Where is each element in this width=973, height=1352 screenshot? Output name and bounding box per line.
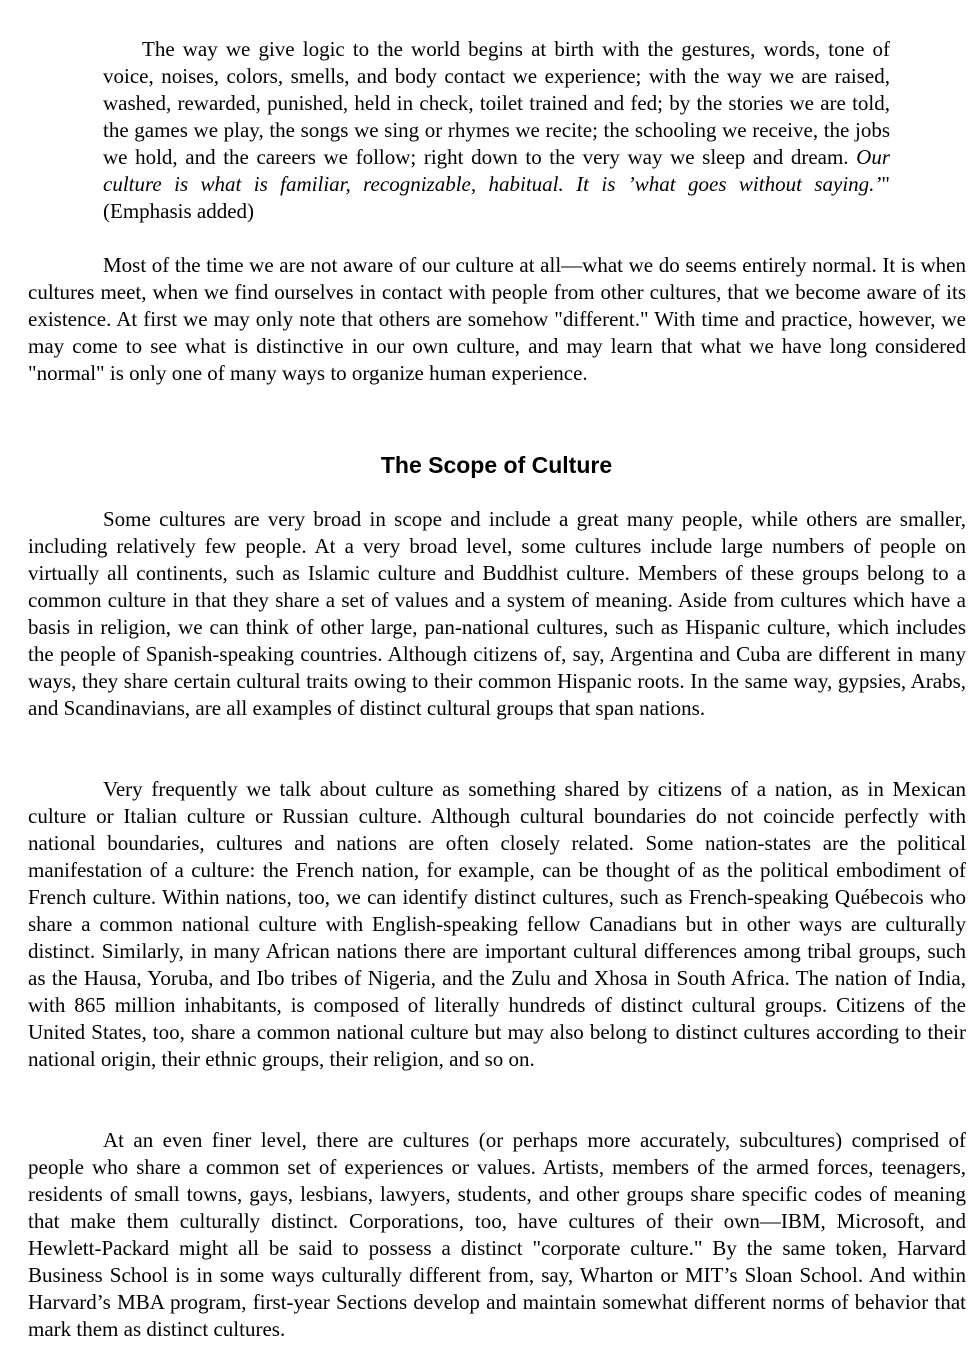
paragraph-broad-cultures: Some cultures are very broad in scope and include a great many people, while others are smaller, including relatively few people. At a very broad level, some cultures include large numbers of people on virtually all continents, such as Islamic culture and Buddhist culture. Members of these groups belong to a common culture in that they share a set of values and a system of meaning. Aside from cultures which have a basis in religion, we can think of other large, pan-national cultures, such as Hispanic culture, which includes the people of Spanish-speaking countries. Although citizens of, say, Argentina and Cuba are different in many ways, they share certain cultural traits owing to their common Hispanic roots. In the same way, gypsies, Arabs, and Scandinavians, are all examples of distinct cultural groups that span nations. <box>28 507 966 720</box>
quote-text: The way we give logic to the world begins at birth with the gestures, words, tone of voice, noises, colors, smells, and body contact we experience; with the way we are raised, washed, rewarded, punished, held in check, toilet trained and fed; by the stories we are told, the games we play, the songs we sing or rhymes we recite; the schooling we receive, the jobs we hold, and the careers we follow; right down to the very way we sleep and dream. <box>103 37 890 169</box>
block-quote <box>103 36 890 225</box>
quote-closing-text: " (Emphasis added) <box>103 172 890 223</box>
paragraph-subcultures: At an even finer level, there are cultures (or perhaps more accurately, subcultures) comprised of people who share a common set of experiences or values. Artists, members of the armed forces, teenagers, residents of small towns, gays, lesbians, lawyers, students, and other groups share specific codes of meaning that make them culturally distinct. Corporations, too, have cultures of their own—IBM, Microsoft, and Hewlett-Packard might all be said to possess a distinct "corporate culture." By the same token, Harvard Business School is in some ways culturally different from, say, Wharton or MIT’s Sloan School. And within Harvard’s MBA program, first-year Sections develop and maintain somewhat different norms of behavior that mark them as distinct cultures. <box>28 1128 966 1341</box>
paragraph-awareness: Most of the time we are not aware of our culture at all—what we do seems entirely normal. It is when cultures meet, when we find ourselves in contact with people from other cultures, that we become aware of its existence. At first we may only note that others are somehow "different." With time and practice, however, we may come to see what is distinctive in our own culture, and may learn that what we have long considered "normal" is only one of many ways to organize human experience. <box>28 253 966 385</box>
quote-emphasis-text: Our culture is what is familiar, recognizable, habitual. It is ’what goes without saying.’ <box>103 145 890 196</box>
paragraph-national-cultures: Very frequently we talk about culture as something shared by citizens of a nation, as in Mexican culture or Italian culture or Russian culture. Although cultural boundaries do not coincide perfectly with national boundaries, cultures and nations are often closely related. Some nation-states are the political manifestation of a culture: the French nation, for example, can be thought of as the political embodiment of French culture. Within nations, too, we can identify distinct cultures, such as French-speaking Québecois who share a common national culture with English-speaking fellow Canadians but in other ways are culturally distinct. Similarly, in many African nations there are important cultural differences among tribal groups, such as the Hausa, Yoruba, and Ibo tribes of Nigeria, and the Zulu and Xhosa in South Africa. The nation of India, with 865 million inhabitants, is composed of literally hundreds of distinct cultural groups. Citizens of the United States, too, share a common national culture but may also belong to distinct cultures according to their national origin, their ethnic groups, their religion, and so on. <box>28 777 966 1071</box>
section-heading: The Scope of Culture <box>380 452 613 478</box>
